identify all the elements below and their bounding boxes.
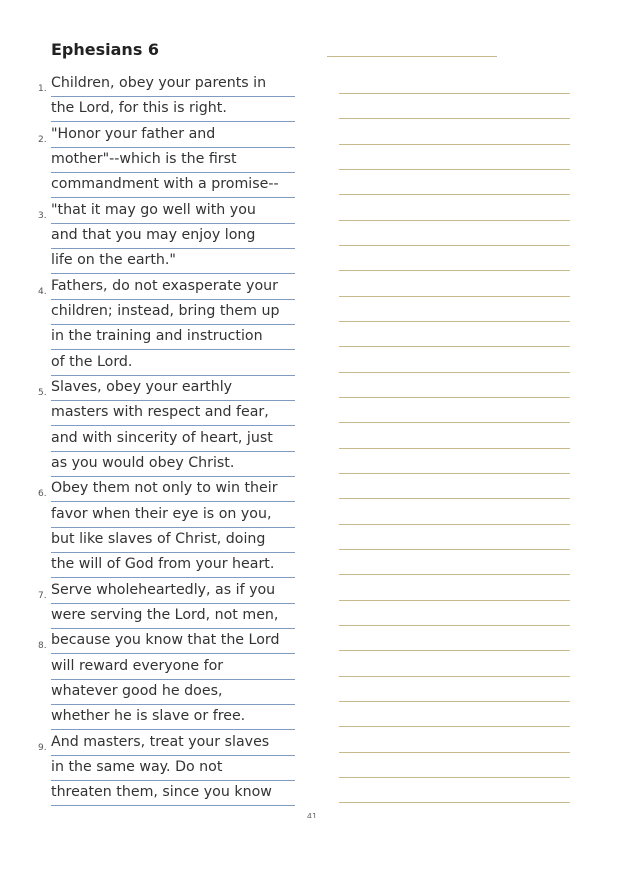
verse-text: "that it may go well with you bbox=[51, 198, 295, 224]
writing-line bbox=[339, 600, 570, 601]
verse-text: life on the earth." bbox=[51, 248, 295, 274]
verse-line bbox=[0, 705, 310, 730]
writing-line bbox=[339, 144, 570, 145]
verse-line bbox=[0, 97, 310, 122]
writing-line bbox=[339, 498, 570, 499]
verse-line bbox=[0, 553, 310, 578]
page-title: Ephesians 6 bbox=[51, 40, 160, 59]
verse-number: 9. bbox=[38, 743, 47, 753]
verse-text: because you know that the Lord bbox=[51, 628, 295, 654]
verse-line bbox=[0, 427, 310, 452]
verse-text: and that you may enjoy long bbox=[51, 223, 295, 249]
verse-line bbox=[0, 173, 310, 198]
writing-line bbox=[339, 169, 570, 170]
writing-line bbox=[339, 245, 570, 246]
verse-text: whether he is slave or free. bbox=[51, 704, 295, 730]
verse-text: children; instead, bring them up bbox=[51, 299, 295, 325]
verse-line bbox=[0, 275, 310, 300]
verse-text: the Lord, for this is right. bbox=[51, 96, 295, 122]
verse-number: 1. bbox=[38, 84, 47, 94]
writing-line bbox=[339, 777, 570, 778]
verse-line bbox=[0, 249, 310, 274]
verse-line bbox=[0, 148, 310, 173]
verse-line bbox=[0, 123, 310, 148]
writing-line bbox=[339, 574, 570, 575]
verse-text: Fathers, do not exasperate your bbox=[51, 274, 295, 300]
verse-line bbox=[0, 325, 310, 350]
verse-number: 7. bbox=[38, 591, 47, 601]
verse-line bbox=[0, 503, 310, 528]
verse-text: but like slaves of Christ, doing bbox=[51, 527, 295, 553]
verse-text: And masters, treat your slaves bbox=[51, 730, 295, 756]
writing-line bbox=[339, 524, 570, 525]
verse-text: favor when their eye is on you, bbox=[51, 502, 295, 528]
writing-line bbox=[339, 701, 570, 702]
verse-text: as you would obey Christ. bbox=[51, 451, 295, 477]
writing-line bbox=[339, 473, 570, 474]
verse-line bbox=[0, 72, 310, 97]
verse-line bbox=[0, 528, 310, 553]
writing-line bbox=[339, 118, 570, 119]
verse-number: 3. bbox=[38, 211, 47, 221]
writing-line bbox=[339, 448, 570, 449]
writing-line bbox=[339, 372, 570, 373]
verse-line bbox=[0, 781, 310, 806]
verse-line bbox=[0, 680, 310, 705]
page-number: 41 bbox=[306, 812, 318, 818]
verse-line bbox=[0, 756, 310, 781]
verse-line bbox=[0, 629, 310, 654]
verse-number: 4. bbox=[38, 287, 47, 297]
verse-text: "Honor your father and bbox=[51, 122, 295, 148]
writing-line bbox=[339, 346, 570, 347]
writing-line bbox=[339, 296, 570, 297]
verse-text: of the Lord. bbox=[51, 350, 295, 376]
writing-line bbox=[339, 422, 570, 423]
writing-line bbox=[339, 194, 570, 195]
verse-line bbox=[0, 401, 310, 426]
writing-line bbox=[339, 650, 570, 651]
writing-line bbox=[339, 726, 570, 727]
verse-line bbox=[0, 199, 310, 224]
verse-text: Obey them not only to win their bbox=[51, 476, 295, 502]
verse-line bbox=[0, 224, 310, 249]
writing-line bbox=[339, 752, 570, 753]
writing-line bbox=[339, 676, 570, 677]
verse-text: were serving the Lord, not men, bbox=[51, 603, 295, 629]
verse-line bbox=[0, 731, 310, 756]
verse-line bbox=[0, 655, 310, 680]
verse-text: Serve wholeheartedly, as if you bbox=[51, 578, 295, 604]
verse-line bbox=[0, 604, 310, 629]
verse-text: in the training and instruction bbox=[51, 324, 295, 350]
verse-text: and with sincerity of heart, just bbox=[51, 426, 295, 452]
verse-number: 6. bbox=[38, 489, 47, 499]
verse-text: mother"--which is the first bbox=[51, 147, 295, 173]
verse-text: will reward everyone for bbox=[51, 654, 295, 680]
writing-line bbox=[339, 625, 570, 626]
verse-text: Slaves, obey your earthly bbox=[51, 375, 295, 401]
verse-text: threaten them, since you know bbox=[51, 780, 295, 806]
verse-text: Children, obey your parents in bbox=[51, 71, 295, 97]
verse-text: whatever good he does, bbox=[51, 679, 295, 705]
writing-line bbox=[339, 93, 570, 94]
verse-number: 5. bbox=[38, 388, 47, 398]
verse-line bbox=[0, 579, 310, 604]
writing-line bbox=[339, 220, 570, 221]
writing-line bbox=[339, 549, 570, 550]
verse-text: in the same way. Do not bbox=[51, 755, 295, 781]
verse-line bbox=[0, 477, 310, 502]
verse-line bbox=[0, 376, 310, 401]
writing-line bbox=[339, 802, 570, 803]
verse-number: 8. bbox=[38, 641, 47, 651]
verse-line bbox=[0, 351, 310, 376]
writing-line bbox=[339, 397, 570, 398]
writing-line bbox=[339, 321, 570, 322]
verse-number: 2. bbox=[38, 135, 47, 145]
verse-text: masters with respect and fear, bbox=[51, 400, 295, 426]
verse-line bbox=[0, 300, 310, 325]
verse-line bbox=[0, 452, 310, 477]
writing-line bbox=[339, 270, 570, 271]
verse-text: the will of God from your heart. bbox=[51, 552, 295, 578]
verse-text: commandment with a promise-- bbox=[51, 172, 295, 198]
title-writing-line bbox=[327, 56, 497, 57]
